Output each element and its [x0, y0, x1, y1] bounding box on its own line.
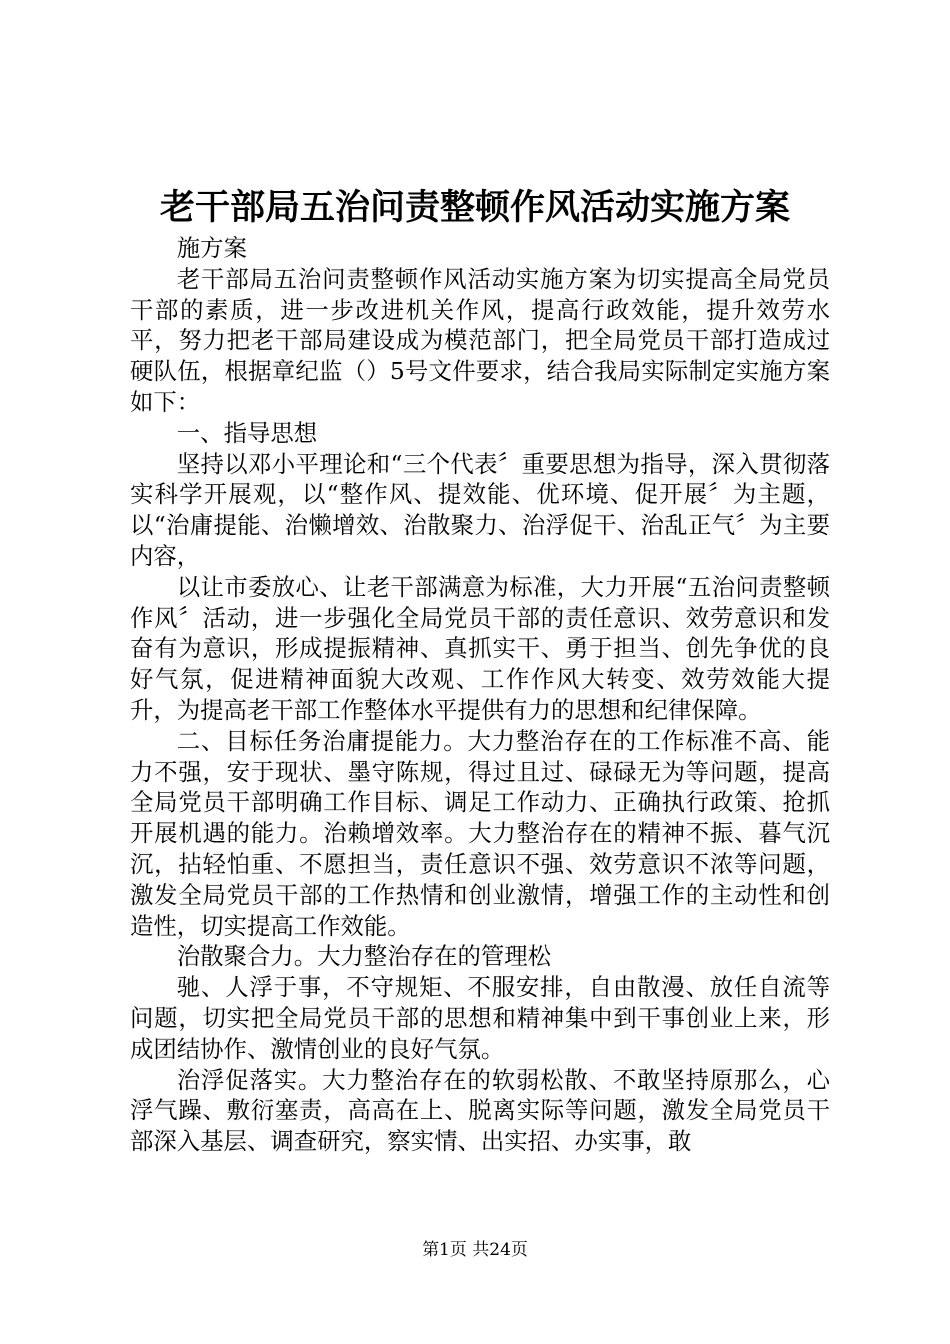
- paragraph: 施方案: [176, 234, 247, 262]
- document-body: [130, 233, 830, 1157]
- paragraph: 以让市委放心、让老干部满意为标准，大力开展“五治问责整顿作风〞活动，进一步强化全局党员干部的责任意识、效劳意识和发奋有为意识，形成提振精神、真抓实干、勇于担当、创先争优的良好气氛，促进精神面貌大改观、工作作风大转变、效劳效能大提升，为提高老干部工作整体水平提供有力的思想和纪律保障。: [130, 572, 830, 724]
- section-heading: 一、指导思想: [176, 418, 318, 447]
- paragraph: 治浮促落实。大力整治存在的软弱松散、不敢坚持原那么，心浮气躁、敷衍塞责，高高在上、脱离实际等问题，激发全局党员干部深入基层、调查研究，察实情、出实招、办实事，敢: [130, 1065, 830, 1156]
- paragraph: 二、目标任务治庸提能力。大力整治存在的工作标准不高、能力不强，安于现状、墨守陈规，得过且过、碌碌无为等问题，提高全局党员干部明确工作目标、调足工作动力、正确执行政策、抢抓开展机遇的能力。治赖增效率。大力整治存在的精神不振、暮气沉沉，拈轻怕重、不愿担当，责任意识不强、效劳意识不浓等问题，激发全局党员干部的工作热情和创业激情，增强工作的主动性和创造性，切实提高工作效能。: [130, 726, 830, 940]
- paragraph: 驰、人浮于事，不守规矩、不服安排，自由散漫、放任自流等问题，切实把全局党员干部的思想和精神集中到干事创业上来，形成团结协作、激情创业的良好气氛。: [130, 973, 830, 1063]
- paragraph: 治散聚合力。大力整治存在的管理松: [176, 942, 552, 971]
- paragraph: 老干部局五治问责整顿作风活动实施方案为切实提高全局党员干部的素质，进一步改进机关作风，提高行政效能，提升效劳水平，努力把老干部局建设成为模范部门，把全局党员干部打造成过硬队伍，根据章纪监（）5号文件要求，结合我局实际制定实施方案如下：: [130, 264, 830, 416]
- page-indicator: 第1页 共24页: [422, 1240, 528, 1260]
- document-title: 老干部局五治问责整顿作风活动实施方案: [159, 187, 790, 228]
- paragraph: 坚持以邓小平理论和“三个代表〞重要思想为指导，深入贯彻落实科学开展观，以“整作风、提效能、优环境、促开展〞为主题，以“治庸提能、治懒增效、治散聚力、治浮促干、治乱正气〞为主要内容，: [130, 449, 830, 570]
